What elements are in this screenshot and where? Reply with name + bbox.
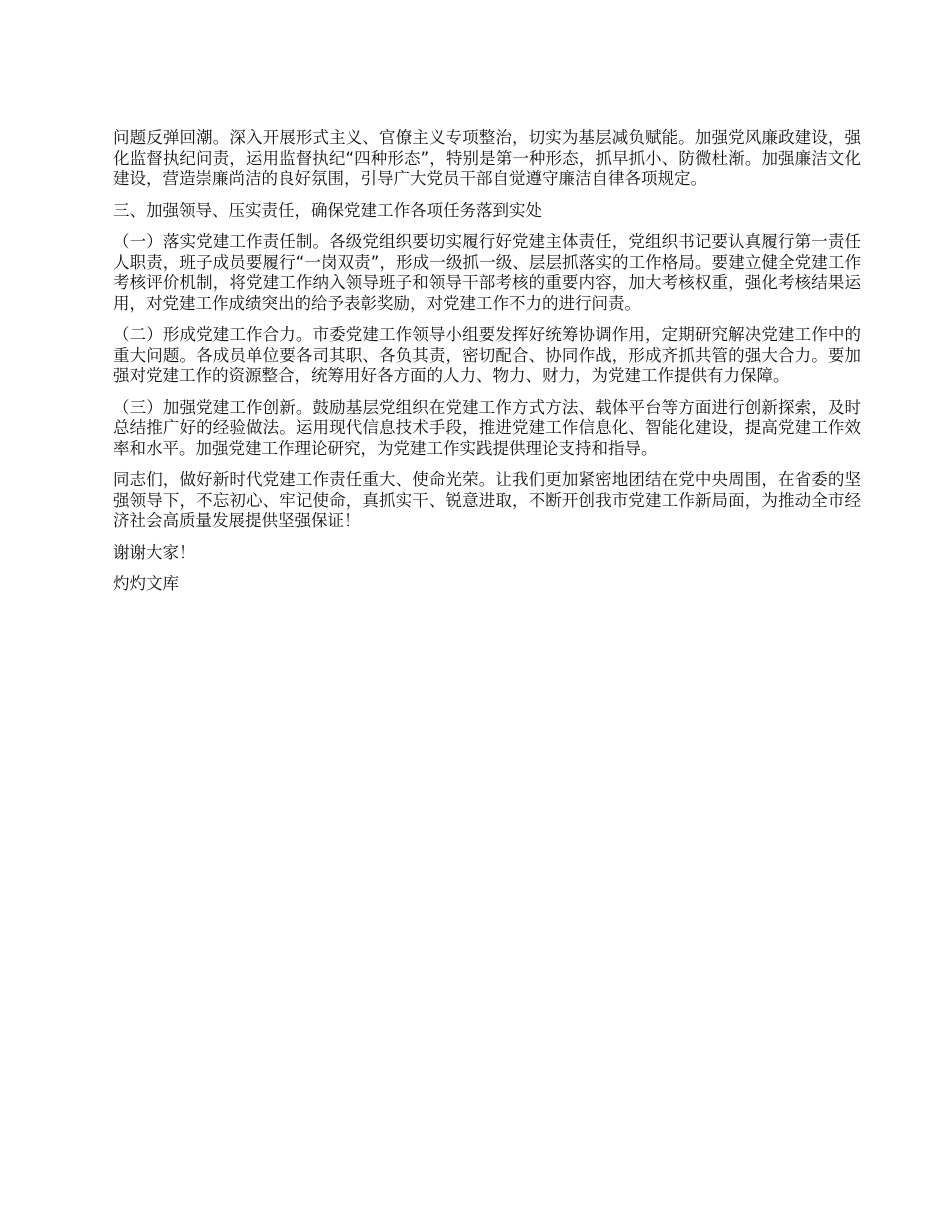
body-paragraph: （一）落实党建工作责任制。各级党组织要切实履行好党建主体责任，党组织书记要认真履行第一责任人职责，班子成员要履行“一岗双责”，形成一级抓一级、层层抓落实的工作格局。要建立健全党建工作考核评价机制，将党建工作纳入领导班子和领导干部考核的重要内容，加大考核权重，强化考核结果运用，对党建工作成绩突出的给予表彰奖励，对党建工作不力的进行问责。	[113, 232, 861, 313]
section-heading: 三、加强领导、压实责任，确保党建工作各项任务落到实处	[113, 200, 542, 220]
source-footer: 灼灼文库	[113, 574, 179, 593]
document-page	[113, 128, 861, 606]
closing-line: 谢谢大家！	[113, 542, 196, 562]
body-paragraph: （二）形成党建工作合力。市委党建工作领导小组要发挥好统筹协调作用，定期研究解决党建工作中的重大问题。各成员单位要各司其职、各负其责，密切配合、协同作战，形成齐抓共管的强大合力。要加强对党建工作的资源整合，统筹用好各方面的人力、物力、财力，为党建工作提供有力保障。	[113, 325, 861, 385]
body-paragraph: 同志们，做好新时代党建工作责任重大、使命光荣。让我们更加紧密地团结在党中央周围，在省委的坚强领导下，不忘初心、牢记使命，真抓实干、锐意进取，不断开创我市党建工作新局面，为推动全市经济社会高质量发展提供坚强保证！	[113, 470, 861, 530]
body-paragraph: 问题反弹回潮。深入开展形式主义、官僚主义专项整治，切实为基层减负赋能。加强党风廉政建设，强化监督执纪问责，运用监督执纪“四种形态”，特别是第一种形态，抓早抓小、防微杜渐。加强廉洁文化建设，营造崇廉尚洁的良好氛围，引导广大党员干部自觉遵守廉洁自律各项规定。	[113, 128, 861, 188]
body-paragraph: （三）加强党建工作创新。鼓励基层党组织在党建工作方式方法、载体平台等方面进行创新探索，及时总结推广好的经验做法。运用现代信息技术手段，推进党建工作信息化、智能化建设，提高党建工作效率和水平。加强党建工作理论研究，为党建工作实践提供理论支持和指导。	[113, 397, 861, 458]
